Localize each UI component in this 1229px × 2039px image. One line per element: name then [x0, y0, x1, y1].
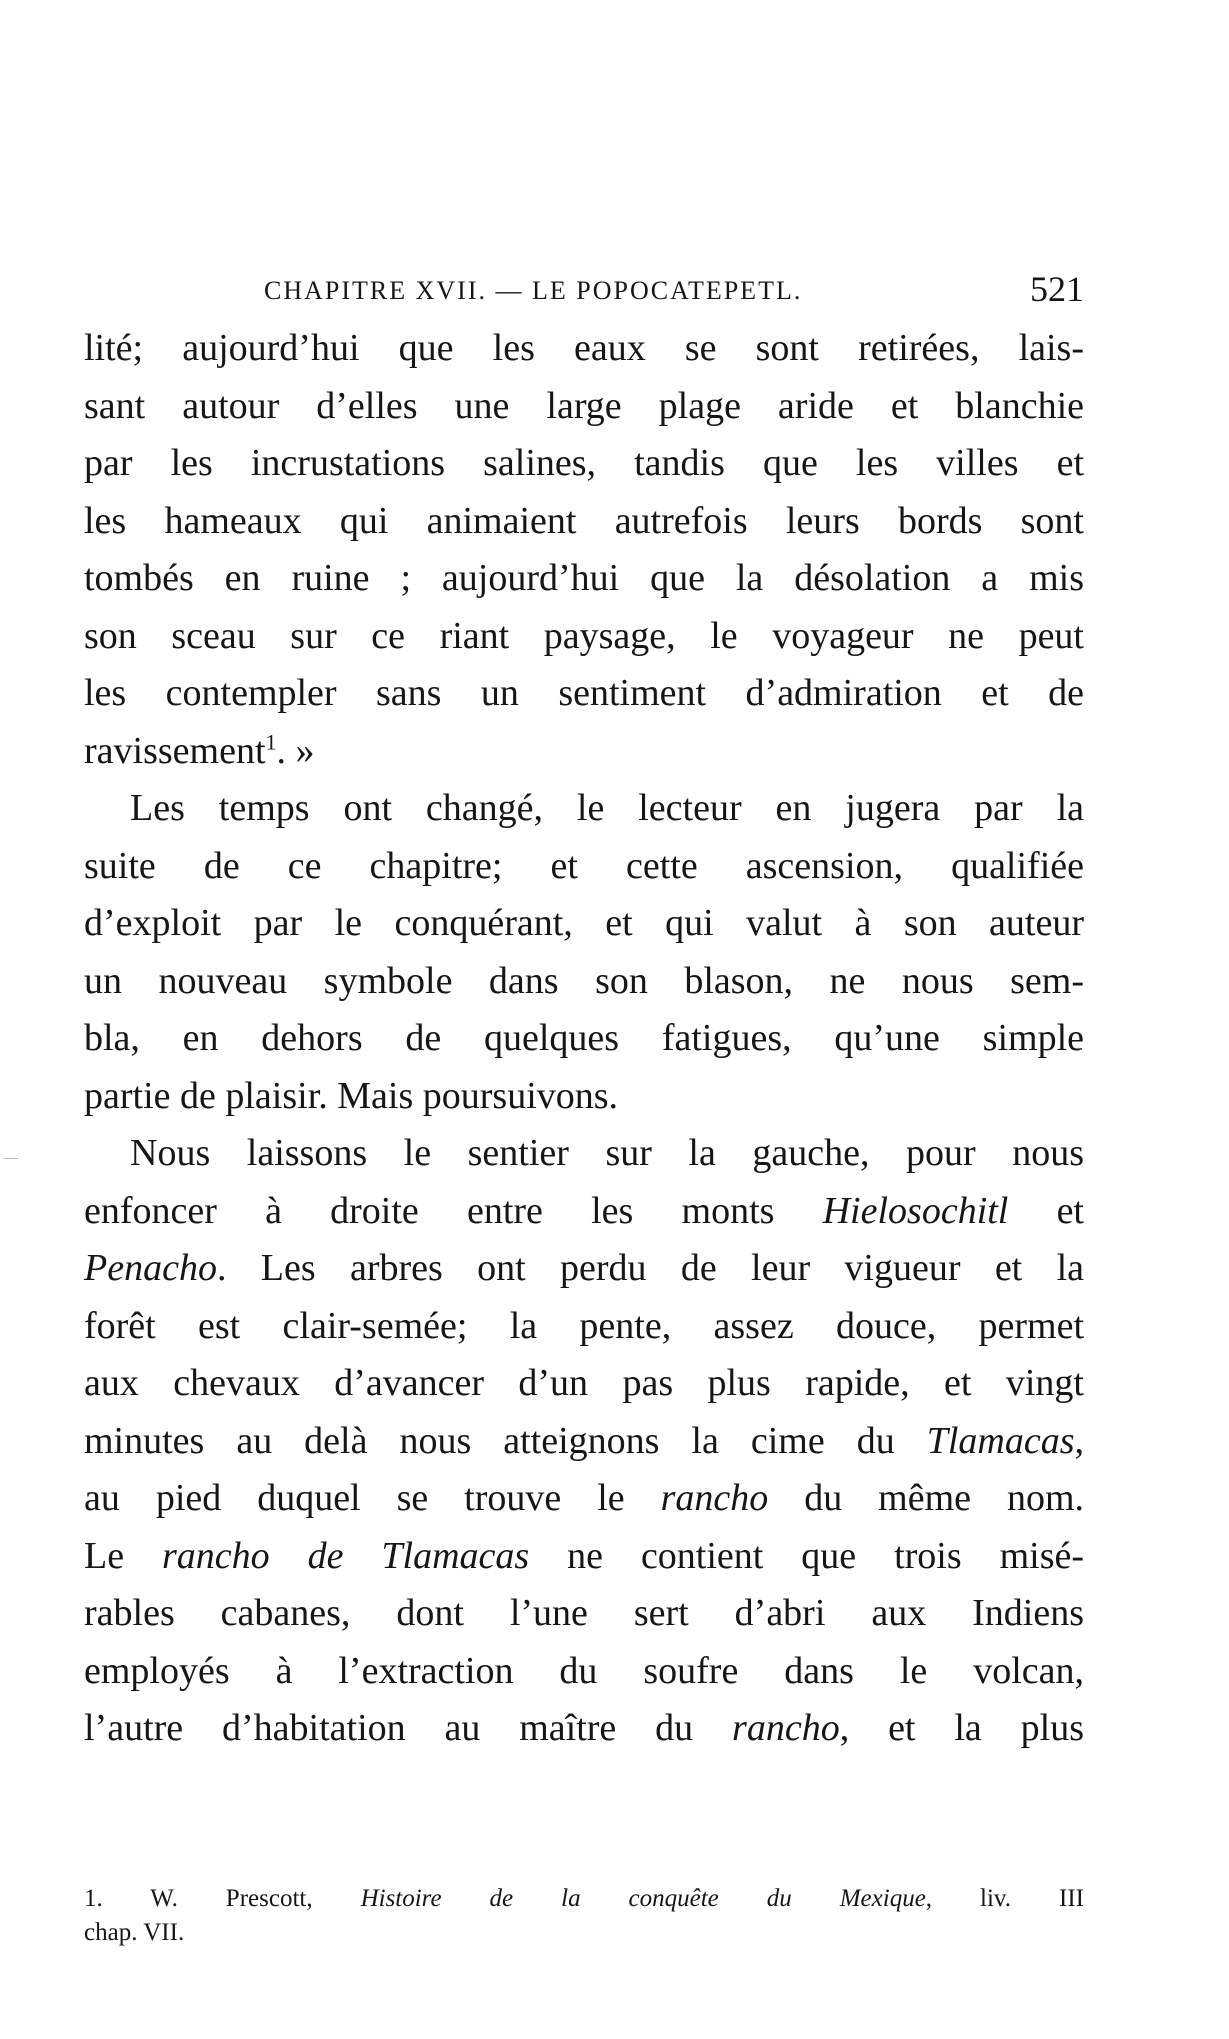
footnote-ref[interactable]: 1	[265, 728, 277, 754]
body-text	[84, 320, 1084, 1758]
text-line: employés à l’extraction du soufre dans le volcan,	[84, 1649, 1084, 1692]
text-line	[84, 1470, 1084, 1528]
text-line	[84, 1183, 1084, 1241]
text-line: Les temps ont changé, le lecteur en jugera par la	[130, 787, 1084, 829]
text-line: Nous laissons le sentier sur la gauche, pour nous	[130, 1132, 1084, 1174]
text-line: d’exploit par le conquérant, et qui valut à son auteur	[84, 902, 1084, 944]
text-fragment: ravissement	[84, 729, 266, 772]
text-fragment: au pied duquel se trouve le	[84, 1477, 661, 1519]
footnote	[84, 1882, 1084, 1950]
text-line	[84, 723, 1084, 781]
place-name: rancho	[660, 1477, 769, 1519]
text-fragment: minutes au delà nous atteignons la cime du	[84, 1419, 927, 1462]
place-name: Penacho	[84, 1247, 217, 1289]
text-line: un nouveau symbole dans son blason, ne nous sem-	[84, 959, 1084, 1002]
text-line	[84, 1528, 1084, 1586]
text-fragment: et	[1008, 1189, 1084, 1232]
page-number: 521	[1030, 269, 1084, 309]
place-name: Tlamacas	[926, 1419, 1075, 1462]
text-fragment: . »	[276, 729, 315, 772]
text-fragment: 1. W. Prescott,	[84, 1885, 361, 1912]
text-line: rables cabanes, dont l’une sert d’abri aux Indiens	[84, 1592, 1084, 1634]
text-fragment: , et la plus	[839, 1707, 1084, 1749]
footnote-line: chap. VII.	[84, 1919, 185, 1946]
text-line: aux chevaux d’avancer d’un pas plus rapide, et vingt	[84, 1362, 1084, 1404]
running-title: CHAPITRE XVII. — LE POPOCATEPETL.	[264, 276, 803, 305]
text-line: par les incrustations salines, tandis que les villes et	[84, 442, 1084, 484]
book-title: Histoire de la conquête du Mexique	[360, 1885, 926, 1912]
text-fragment: , liv. III	[925, 1885, 1084, 1912]
place-name: rancho de Tlamacas	[162, 1534, 530, 1577]
footnote-line	[84, 1882, 1084, 1916]
place-name: Hielosochitl	[822, 1189, 1009, 1232]
text-line: forêt est clair-semée; la pente, assez douce, permet	[84, 1304, 1084, 1347]
text-line: suite de ce chapitre; et cette ascension, qualifiée	[84, 844, 1084, 887]
running-head	[84, 268, 1084, 318]
text-fragment: ,	[1074, 1419, 1084, 1462]
text-fragment: Le	[84, 1534, 163, 1577]
text-fragment: du même nom.	[768, 1477, 1085, 1519]
text-line	[84, 1240, 1084, 1298]
place-name: rancho	[732, 1707, 840, 1749]
text-fragment: ne contient que trois misé-	[529, 1534, 1084, 1577]
text-line: tombés en ruine ; aujourd’hui que la désolation a mis	[84, 557, 1084, 599]
text-line: son sceau sur ce riant paysage, le voyageur ne peut	[84, 614, 1084, 657]
text-line: les contempler sans un sentiment d’admiration et de	[84, 672, 1084, 714]
text-line: lité; aujourd’hui que les eaux se sont retirées, lais-	[84, 327, 1084, 369]
text-line	[84, 1700, 1084, 1758]
text-fragment: l’autre d’habitation au maître du	[84, 1707, 733, 1749]
text-fragment: . Les arbres ont perdu de leur vigueur et la	[216, 1247, 1084, 1289]
margin-mark	[4, 1158, 18, 1159]
text-fragment: enfoncer à droite entre les monts	[84, 1189, 823, 1232]
text-line: sant autour d’elles une large plage aride et blanchie	[84, 384, 1084, 427]
text-line: bla, en dehors de quelques fatigues, qu’une simple	[84, 1017, 1084, 1059]
text-line	[84, 1413, 1084, 1471]
text-line: les hameaux qui animaient autrefois leurs bords sont	[84, 499, 1084, 542]
text-line: partie de plaisir. Mais poursuivons.	[84, 1074, 619, 1117]
